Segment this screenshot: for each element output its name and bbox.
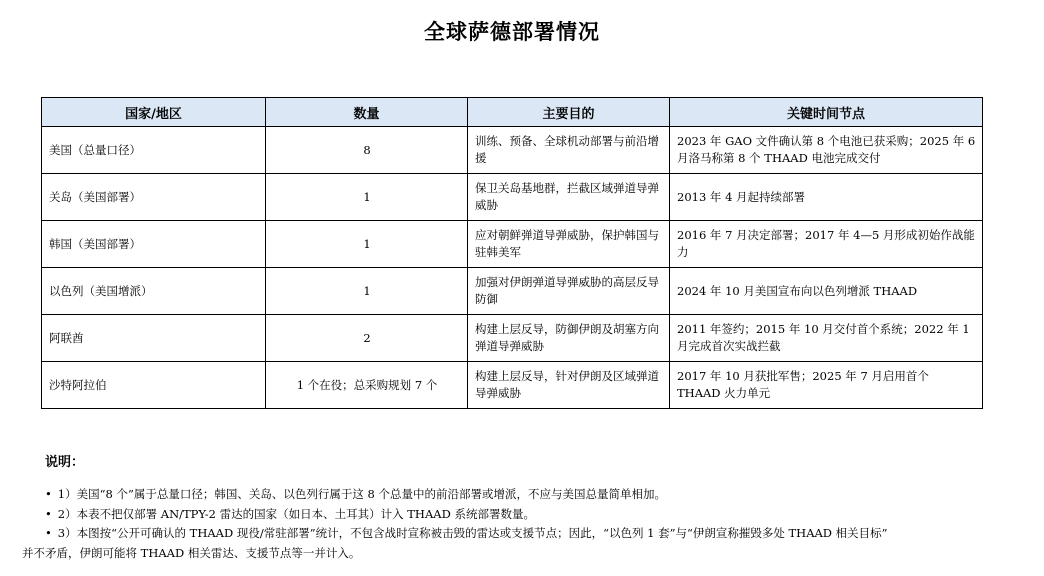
notes-heading: 说明： (45, 455, 85, 470)
cell-region: 关岛（美国部署） (42, 174, 266, 221)
column-header-purpose: 主要目的 (468, 98, 670, 127)
column-header-count: 数量 (266, 98, 468, 127)
notes-section (22, 485, 1032, 563)
table-row (42, 315, 983, 362)
table-row (42, 221, 983, 268)
deployment-table (41, 97, 983, 409)
cell-purpose: 构建上层反导，针对伊朗及区域弹道导弹威胁 (468, 362, 670, 409)
cell-count: 1 (266, 268, 468, 315)
note-item (22, 524, 1032, 544)
table-row (42, 362, 983, 409)
table-header-row (42, 98, 983, 127)
note-text: 3）本图按“公开可确认的 THAAD 现役/常驻部署”统计，不包含战时宣称被击毁的雷达或支援节点；因此，“以色列 1 套”与“伊朗宣称摧毁多处 THAAD 相关目标” (57, 526, 888, 540)
cell-count: 1 (266, 221, 468, 268)
cell-region: 阿联酋 (42, 315, 266, 362)
note-text: 2）本表不把仅部署 AN/TPY-2 雷达的国家（如日本、土耳其）计入 THAAD 系统部署数量。 (57, 506, 535, 521)
note-text: 并不矛盾，伊朗可能将 THAAD 相关雷达、支援节点等一并计入。 (22, 545, 361, 560)
cell-timeline: 2013 年 4 月起持续部署 (670, 174, 983, 221)
cell-region: 韩国（美国部署） (42, 221, 266, 268)
cell-purpose: 应对朝鲜弹道导弹威胁，保护韩国与驻韩美军 (468, 221, 670, 268)
cell-count: 1 个在役；总采购规划 7 个 (266, 362, 468, 409)
cell-purpose: 构建上层反导，防御伊朗及胡塞方向弹道导弹威胁 (468, 315, 670, 362)
note-continuation (22, 544, 1032, 564)
bullet-icon: • (45, 506, 52, 521)
cell-region: 以色列（美国增派） (42, 268, 266, 315)
note-text: 1）美国“8 个”属于总量口径；韩国、关岛、以色列行属于这 8 个总量中的前沿部署或增派，不应与美国总量简单相加。 (57, 487, 666, 501)
cell-count: 8 (266, 127, 468, 174)
cell-timeline: 2024 年 10 月美国宣布向以色列增派 THAAD (670, 268, 983, 315)
cell-purpose: 加强对伊朗弹道导弹威胁的高层反导防御 (468, 268, 670, 315)
bullet-icon: • (45, 487, 52, 501)
column-header-region: 国家/地区 (42, 98, 266, 127)
cell-timeline: 2016 年 7 月决定部署；2017 年 4—5 月形成初始作战能力 (670, 221, 983, 268)
cell-timeline: 2011 年签约；2015 年 10 月交付首个系统；2022 年 1 月完成首次实战拦截 (670, 315, 983, 362)
cell-count: 1 (266, 174, 468, 221)
cell-region: 美国（总量口径） (42, 127, 266, 174)
table-row (42, 127, 983, 174)
cell-purpose: 保卫关岛基地群，拦截区域弹道导弹威胁 (468, 174, 670, 221)
cell-timeline: 2017 年 10 月获批军售；2025 年 7 月启用首个 THAAD 火力单元 (670, 362, 983, 409)
cell-timeline: 2023 年 GAO 文件确认第 8 个电池已获采购；2025 年 6 月洛马称第 8 个 THAAD 电池完成交付 (670, 127, 983, 174)
page-title: 全球萨德部署情况 (424, 19, 600, 44)
cell-count: 2 (266, 315, 468, 362)
table-row (42, 174, 983, 221)
cell-region: 沙特阿拉伯 (42, 362, 266, 409)
note-item (22, 485, 1032, 505)
column-header-timeline: 关键时间节点 (670, 98, 983, 127)
cell-purpose: 训练、预备、全球机动部署与前沿增援 (468, 127, 670, 174)
bullet-icon: • (45, 526, 52, 540)
note-item (22, 505, 1032, 525)
table-row (42, 268, 983, 315)
